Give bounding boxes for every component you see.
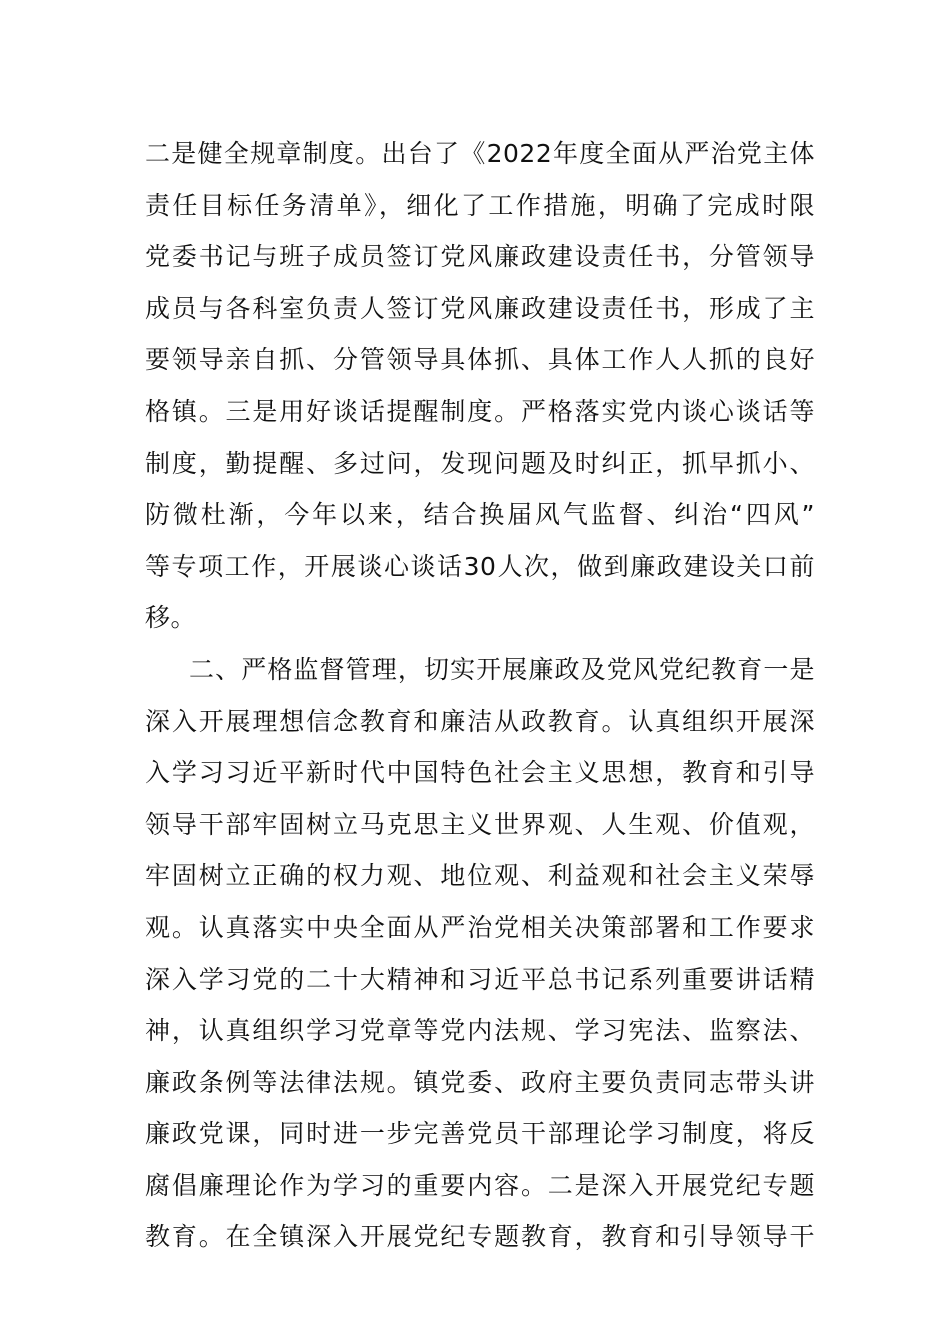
text-line: 深入学习党的二十大精神和习近平总书记系列重要讲话精 [145, 964, 815, 994]
text-line: 廉政条例等法律法规。镇党委、政府主要负责同志带头讲 [145, 1067, 815, 1097]
text-line: 等专项工作，开展谈心谈话30人次，做到廉政建设关口前 [145, 551, 815, 581]
text-line: 成员与各科室负责人签订党风廉政建设责任书，形成了主 [145, 293, 815, 323]
text-line: 廉政党课，同时进一步完善党员干部理论学习制度，将反 [145, 1119, 815, 1149]
text-line: 领导干部牢固树立马克思主义世界观、人生观、价值观， [145, 809, 815, 839]
text-line: 腐倡廉理论作为学习的重要内容。二是深入开展党纪专题 [145, 1170, 815, 1200]
text-line: 党委书记与班子成员签订党风廉政建设责任书，分管领导 [145, 242, 815, 272]
text-line: 移。 [145, 603, 197, 633]
text-line: 神，认真组织学习党章等党内法规、学习宪法、监察法、 [145, 1016, 815, 1046]
text-line: 二是健全规章制度。出台了《2022年度全面从严治党主体 [145, 139, 815, 168]
text-line: 观。认真落实中央全面从严治党相关决策部署和工作要求 [145, 912, 815, 942]
section-heading-line: 二、严格监督管理，切实开展廉政及党风党纪教育一是 [189, 654, 815, 684]
text-line: 防微杜渐，今年以来，结合换届风气监督、纠治“四风” [145, 500, 815, 530]
text-line: 制度，勤提醒、多过问，发现问题及时纠正，抓早抓小、 [145, 448, 815, 478]
text-line: 深入开展理想信念教育和廉洁从政教育。认真组织开展深 [145, 706, 815, 736]
text-line: 责任目标任务清单》，细化了工作措施，明确了完成时限 [145, 190, 815, 220]
text-line: 教育。在全镇深入开展党纪专题教育，教育和引导领导干 [145, 1222, 815, 1252]
text-line: 要领导亲自抓、分管领导具体抓、具体工作人人抓的良好 [145, 345, 815, 375]
text-line: 入学习习近平新时代中国特色社会主义思想，教育和引导 [145, 758, 815, 788]
body-text [145, 128, 815, 1263]
text-line: 格镇。三是用好谈话提醒制度。严格落实党内谈心谈话等 [145, 396, 815, 426]
text-line: 牢固树立正确的权力观、地位观、利益观和社会主义荣辱 [145, 861, 815, 891]
